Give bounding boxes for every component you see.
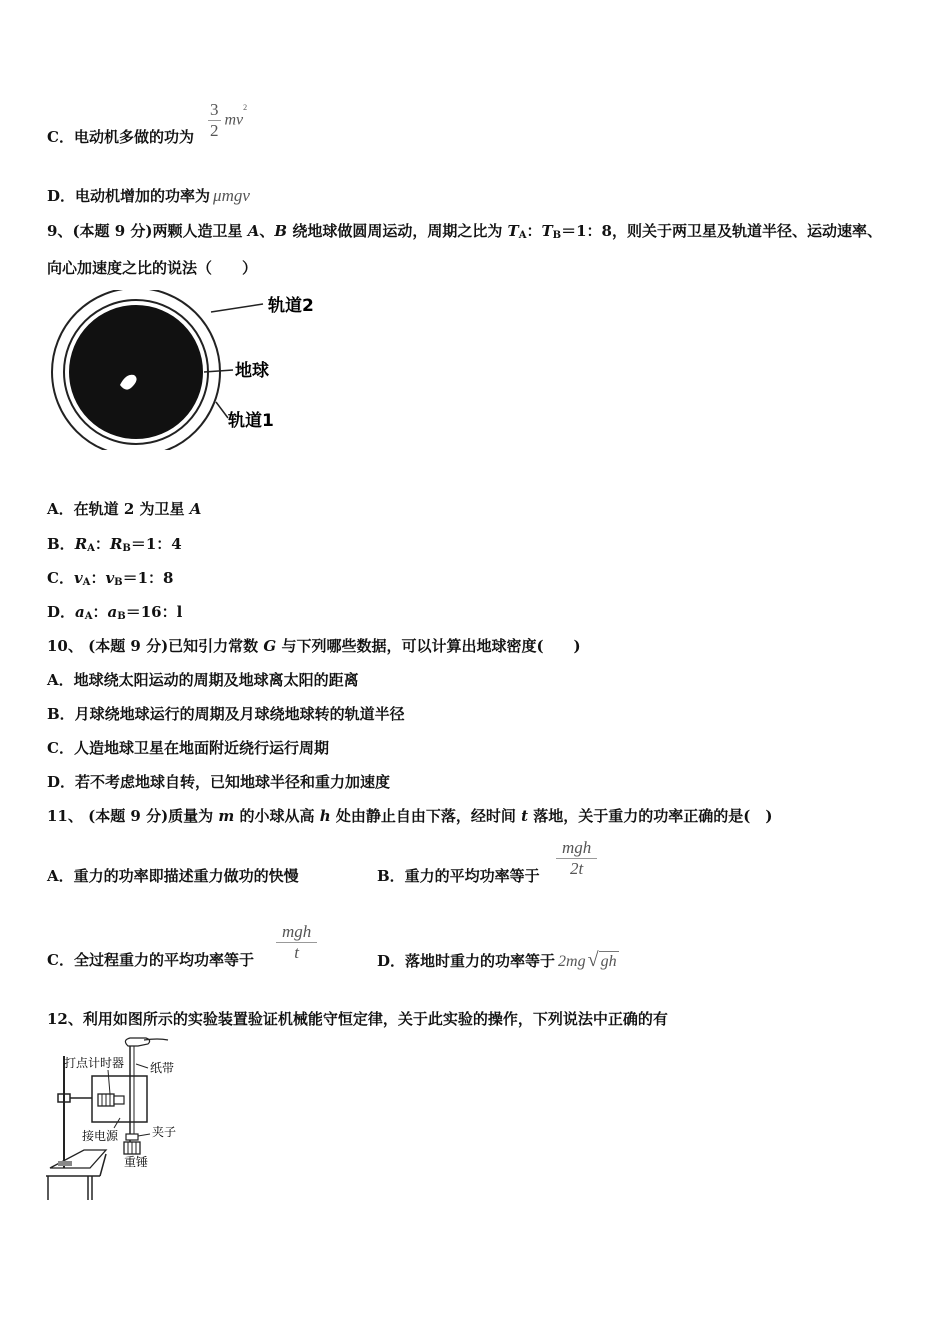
stem-text: (本题 9 分)已知引力常数 bbox=[82, 637, 264, 655]
option-text: D．落地时重力的功率等于 bbox=[377, 952, 556, 970]
timer-leader bbox=[108, 1070, 110, 1094]
q11-option-a: A．重力的功率即描述重力做功的快慢 bbox=[47, 867, 299, 885]
formula-exponent: 2 bbox=[243, 103, 248, 113]
subscript: B bbox=[552, 230, 562, 241]
stem-text: (本题 9 分)质量为 bbox=[82, 807, 219, 825]
q8-option-d bbox=[47, 186, 250, 206]
label-orbit-2: 轨道2 bbox=[268, 296, 314, 316]
q8-option-c bbox=[47, 127, 194, 147]
option-text: B．重力的平均功率等于 bbox=[377, 867, 540, 885]
colon: ： bbox=[92, 603, 108, 621]
q10-option-a: A．地球绕太阳运动的周期及地球离太阳的距离 bbox=[47, 671, 359, 689]
sep: 、 bbox=[259, 222, 275, 240]
option-text: 电动机增加的功率为 bbox=[75, 187, 211, 205]
var-a: A bbox=[247, 222, 260, 240]
stem-text: 处由静止自由下落，经时间 bbox=[330, 807, 522, 825]
option-label: C． bbox=[47, 128, 74, 146]
q9-option-d bbox=[47, 602, 182, 627]
var-t: T bbox=[541, 222, 553, 240]
fraction-numerator: mgh bbox=[276, 922, 317, 943]
table-edge bbox=[100, 1154, 106, 1176]
question-number: 11、 bbox=[47, 807, 83, 825]
fraction-numerator: 3 bbox=[210, 100, 219, 119]
var: v bbox=[105, 569, 115, 587]
label-weight: 重锤 bbox=[124, 1155, 149, 1169]
option-value: ＝1：4 bbox=[130, 535, 182, 553]
q9-stem-line1 bbox=[47, 221, 882, 246]
option-label: D． bbox=[47, 187, 76, 205]
q9-option-b bbox=[47, 534, 182, 559]
fraction-denominator: t bbox=[294, 943, 299, 962]
experiment-apparatus-diagram bbox=[44, 1036, 194, 1206]
option-text: 电动机多做的功为 bbox=[73, 128, 194, 146]
var: v bbox=[73, 569, 83, 587]
q9-stem-line2: 向心加速度之比的说法（ ） bbox=[47, 259, 258, 277]
var-t: t bbox=[521, 807, 529, 825]
q8-c-formula bbox=[208, 100, 247, 141]
arm-line bbox=[144, 1039, 168, 1040]
var: a bbox=[75, 603, 85, 621]
subscript: A bbox=[87, 543, 95, 554]
q11-option-d bbox=[377, 950, 619, 972]
orbit-diagram bbox=[48, 290, 338, 450]
subscript: B bbox=[122, 543, 131, 554]
option-label: D． bbox=[47, 603, 76, 621]
stem-text: (本题 9 分)两颗人造卫星 bbox=[72, 222, 248, 240]
q10-option-c: C．人造地球卫星在地面附近绕行运行周期 bbox=[47, 739, 329, 757]
var-a: A bbox=[189, 500, 202, 518]
q11-option-b bbox=[377, 866, 540, 886]
var-g: G bbox=[263, 637, 277, 655]
timer-body bbox=[114, 1096, 124, 1104]
subscript: B bbox=[117, 611, 126, 622]
subscript: B bbox=[114, 577, 123, 588]
sqrt-symbol: √ bbox=[587, 949, 599, 971]
formula-text: 2mg bbox=[558, 953, 586, 970]
var-m: m bbox=[218, 807, 235, 825]
label-tape: 纸带 bbox=[150, 1061, 175, 1075]
option-label: C． bbox=[47, 569, 74, 587]
subscript: A bbox=[518, 230, 527, 241]
fraction-denominator: 2t bbox=[570, 859, 584, 878]
fraction-denominator: 2 bbox=[210, 121, 219, 140]
subscript: A bbox=[82, 577, 91, 588]
var-h: h bbox=[319, 807, 331, 825]
subscript: A bbox=[84, 611, 93, 622]
orbit2-leader bbox=[211, 304, 263, 312]
formula-text: μmgv bbox=[213, 186, 250, 205]
formula-radicand: gh bbox=[600, 953, 617, 970]
label-clip: 夹子 bbox=[152, 1125, 177, 1139]
q10-option-b: B．月球绕地球运行的周期及月球绕地球转的轨道半径 bbox=[47, 705, 405, 723]
label-earth: 地球 bbox=[235, 361, 269, 381]
label-power: 接电源 bbox=[82, 1129, 119, 1143]
clip-shape bbox=[126, 1134, 138, 1140]
var: R bbox=[74, 535, 88, 553]
orbit1-leader bbox=[216, 402, 228, 418]
var-t: T bbox=[507, 222, 519, 240]
stem-text: ＝1：8，则关于两卫星及轨道半径、运动速率、 bbox=[561, 222, 883, 240]
question-number: 9、 bbox=[47, 222, 73, 240]
stem-text: 绕地球做圆周运动，周期之比为 bbox=[287, 222, 508, 240]
fraction-numerator: mgh bbox=[556, 838, 597, 859]
tape-leader bbox=[136, 1064, 148, 1068]
q12-stem: 12、利用如图所示的实验装置验证机械能守恒定律，关于此实验的操作，下列说法中正确的有 bbox=[47, 1010, 668, 1028]
stem-text: 的小球从高 bbox=[234, 807, 320, 825]
var: a bbox=[107, 603, 118, 621]
label-orbit-1: 轨道1 bbox=[228, 411, 274, 431]
base-block bbox=[58, 1161, 72, 1166]
label-timer: 打点计时器 bbox=[64, 1056, 125, 1070]
question-number: 10、 bbox=[47, 637, 83, 655]
option-label: B． bbox=[47, 535, 75, 553]
stem-text: 与下列哪些数据，可以计算出地球密度( ) bbox=[276, 637, 581, 655]
q11-c-fraction bbox=[276, 922, 317, 963]
stem-text: 落地，关于重力的功率正确的是( ) bbox=[528, 807, 773, 825]
power-leader bbox=[114, 1118, 120, 1128]
q11-stem bbox=[47, 806, 772, 826]
var-b: B bbox=[274, 222, 288, 240]
option-value: ＝1：8 bbox=[122, 569, 174, 587]
q9-option-a bbox=[47, 499, 201, 519]
colon: ： bbox=[90, 569, 106, 587]
option-text: 在轨道 2 为卫星 bbox=[73, 500, 190, 518]
formula-text: mv bbox=[224, 111, 244, 129]
q11-b-fraction bbox=[556, 838, 597, 879]
option-label: A． bbox=[47, 500, 74, 518]
q10-stem bbox=[47, 636, 581, 656]
var: R bbox=[109, 535, 123, 553]
q10-option-d: D．若不考虑地球自转，已知地球半径和重力加速度 bbox=[47, 773, 391, 791]
earth-shape bbox=[69, 305, 203, 439]
q11-option-c: C．全过程重力的平均功率等于 bbox=[47, 951, 254, 969]
q9-option-c bbox=[47, 568, 174, 593]
option-value: ＝16：l bbox=[125, 603, 183, 621]
colon: ： bbox=[526, 222, 542, 240]
colon: ： bbox=[94, 535, 110, 553]
clip-leader bbox=[138, 1134, 150, 1136]
